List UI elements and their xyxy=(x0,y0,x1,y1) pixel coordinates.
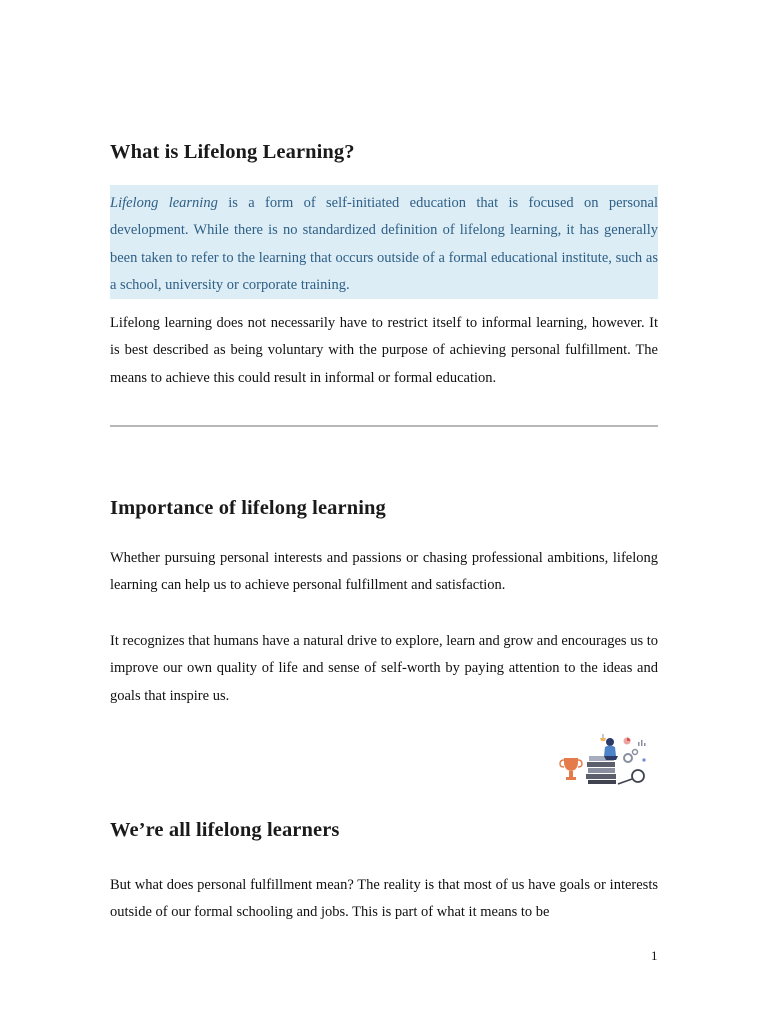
section-importance-body-2 xyxy=(110,628,658,710)
section-what-is xyxy=(110,141,658,164)
lamp-icon xyxy=(600,734,606,741)
person-icon xyxy=(604,738,618,760)
section-importance-body-1 xyxy=(110,545,658,600)
horizontal-divider xyxy=(110,425,658,427)
definition-text: is a form of self-initiated education that is focused on personal development. While there is no standardized definition of lifelong learning, it has generally been taken to refer to the learning that occurs outside of a formal educational institute, such as a school, university or corporate training. xyxy=(110,195,658,293)
section-lifelong-learners-body xyxy=(110,872,658,927)
paragraph-recognizes: It recognizes that humans have a natural drive to explore, learn and grow and encourages us to improve our own quality of life and sense of self-worth by paying attention to the ideas and goals that inspire us. xyxy=(110,633,658,704)
definition-term: Lifelong learning xyxy=(110,195,218,211)
page-number: 1 xyxy=(651,948,658,963)
paragraph-voluntary: Lifelong learning does not necessarily have to restrict itself to informal learning, however. It is best described as being voluntary with the purpose of achieving personal fulfillment. The means to achieve this could result in informal or formal education. xyxy=(110,315,658,386)
section-all-lifelong-learners xyxy=(110,819,658,842)
definition-paragraph xyxy=(110,185,658,299)
trophy-icon xyxy=(560,758,582,780)
paragraph-personal-fulfillment: But what does personal fulfillment mean? The reality is that most of us have goals or interests outside of our formal schooling and jobs. This is part of what it means to be xyxy=(110,877,658,921)
books-icon xyxy=(586,756,616,784)
magnifier-icon xyxy=(618,770,644,784)
paragraph-pursuing: Whether pursuing personal interests and passions or chasing professional ambitions, lifelong learning can help us to achieve personal fulfillment and satisfaction. xyxy=(110,550,658,594)
heading-lifelong-learners: We’re all lifelong learners xyxy=(110,819,340,841)
pie-chart-icon xyxy=(624,738,631,745)
section-importance xyxy=(110,497,658,520)
lifelong-learning-illustration xyxy=(558,734,658,788)
section-what-is-body xyxy=(110,310,658,392)
highlight-definition-block xyxy=(110,185,658,299)
heading-importance: Importance of lifelong learning xyxy=(110,497,386,519)
gear-icon xyxy=(624,750,638,763)
heading-what-is-lifelong-learning: What is Lifelong Learning? xyxy=(110,141,355,163)
bar-chart-icon xyxy=(638,740,646,762)
